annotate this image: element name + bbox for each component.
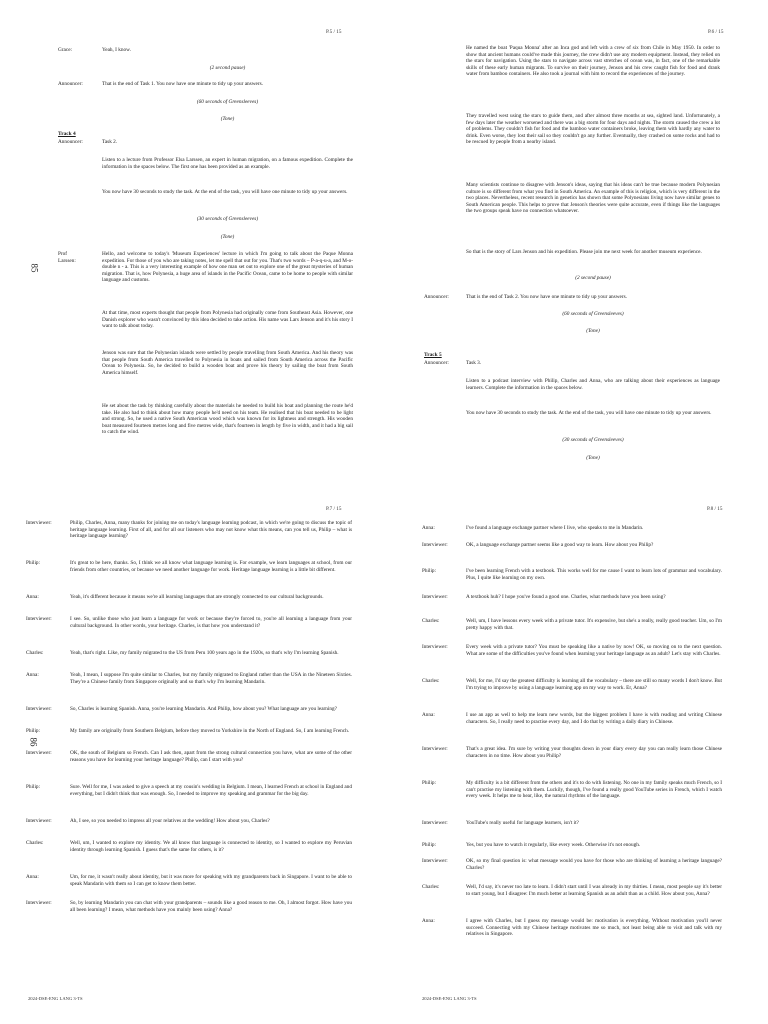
page-8 (384, 506, 768, 1024)
dialogue-line (58, 139, 353, 146)
dialogue-line (422, 712, 722, 725)
speaker: Interviewer: (422, 594, 448, 600)
lecture-paragraph: Jenson was sure that the Polynesian islands were settled by people travelling from South America. And his theory was that people from South America travelled to Polynesia in boats and sailed from South America across the Pacific Ocean to Polynesia. So, he decided to build a wooden boat and prove his theory by sailing the boat from South America himself. (102, 350, 353, 376)
dialogue-line (422, 568, 722, 581)
side-page-number: 86 (28, 737, 39, 747)
speaker: Interviewer: (26, 520, 52, 526)
dialogue-line (26, 594, 352, 601)
dialogue-line (422, 746, 722, 759)
dialogue-line (422, 858, 722, 871)
utterance: I use an app as well to help me learn new words, but the biggest problem I have is with reading and writing Chinese characters. So, I really need to practise every day, and I do that by writing a daily diary in Chinese. (466, 712, 722, 725)
utterance: Sure. Well for me, I was asked to give a speech at my cousin's wedding in Belgium. I mean, I learned French at school in England and everything, but I didn't think that was enough. So, I needed to improve my speaking and grammar for the big day. (70, 784, 352, 797)
utterance: Yes, but you have to watch it regularly, like every week. Otherwise it's not enough. (466, 842, 641, 848)
dialogue-line (26, 706, 352, 713)
task-instructions: Listen to a podcast interview with Philip, Charles and Anna, who are talking about their experiences as language learners. Complete the information in the spaces below. (466, 378, 720, 391)
tone-note: (Tone) (220, 234, 235, 240)
pause-note: (2 second pause) (575, 275, 611, 281)
dialogue-line (26, 840, 352, 853)
music-note: (30 seconds of Greensleeves) (562, 437, 624, 443)
track-heading: Track 5 (424, 352, 442, 358)
page-7 (0, 506, 384, 1024)
utterance: Well, I'd say, it's never too late to learn. I didn't start until I was already in my thirties. I mean, most people say it's better to start young, but I disagree: I'm much better at learning Spanish as an adult than as a child. How about you, Anna? (466, 884, 722, 897)
speaker: Interviewer: (422, 644, 448, 650)
speaker: Philip: (422, 780, 437, 786)
utterance: That is the end of Task 1. You now have one minute to tidy up your answers. (102, 81, 263, 87)
speaker: Philip: (26, 560, 41, 566)
lecture-paragraph: So that is the story of Lars Jenson and his expedition. Please join me next week for another museum experience. (466, 249, 702, 255)
speaker: Anna: (422, 918, 435, 924)
utterance: YouTube's really useful for language learners, isn't it? (466, 820, 579, 826)
dialogue-line (422, 525, 722, 532)
track-heading: Track 4 (58, 131, 76, 137)
lecture-paragraph: He named the boat 'Paqua Monna' after an Inca god and left with a crew of six from Chile in May 1950. In order to show that ancient humans could've made this journey, the crew didn't use any modern equipment. Instead, they relied on the stars for navigation. Using the stars to navigate across vast stretches of ocean was, in fact, one of the remarkable skills of these early human migrants. To survive on their journey, Jenson and his crew caught fish for food and drank water from bamboo containers. He also took a journal with him to record the experiences of the journey. (466, 45, 720, 78)
utterance: Yeah, I mean, I suppose I'm quite similar to Charles, but my family migrated to England rather than the USA in the Nineteen Sixties. They're a Chinese family from Singapore originally and so that's why I'm learning Mandarin. (70, 672, 352, 685)
utterance: A textbook huh? I hope you've found a good one. Charles, what methods have you been using? (466, 594, 666, 600)
page-number: P.5 / 15 (326, 29, 342, 35)
utterance: Um, for me, it wasn't really about identity, but it was more for speaking with my grandparents back in Singapore. I want to be able to speak Mandarin with them so I can get to know them better. (70, 874, 352, 887)
dialogue-line (26, 520, 352, 540)
dialogue-line (422, 678, 722, 691)
dialogue-line (58, 251, 353, 284)
dialogue-line (424, 360, 720, 367)
dialogue-line (26, 900, 352, 913)
speaker: Charles: (422, 618, 440, 624)
utterance: Task 3. (466, 360, 482, 366)
tone-note: (Tone) (586, 328, 600, 334)
speaker: Interviewer: (26, 750, 52, 756)
dialogue-line (424, 294, 720, 301)
speaker: Philip: (26, 784, 41, 790)
dialogue-line (26, 874, 352, 887)
page-number: P.7 / 15 (326, 506, 342, 512)
pause-note: (2 second pause) (209, 65, 246, 71)
dialogue-line (422, 884, 722, 897)
speaker: Philip: (422, 568, 437, 574)
utterance: Well, um, I have lessons every week with a private tutor. It's expensive, but she's a really, really good teacher. Um, so I'm pretty happy with that. (466, 618, 722, 631)
utterance: It's great to be here, thanks. So, I think we all know what language learning is. For example, we learn languages at school, from our friends from other countries, or because we need another language for work. Heritage language learning is a little bit different. (70, 560, 352, 573)
speaker: Prof Larssen: (58, 251, 76, 264)
dialogue-line (26, 818, 352, 825)
utterance: OK, the south of Belgium so French. Can I ask then, apart from the strong cultural connection you have, what are some of the other reasons you have for learning your heritage language? Philip, can I start with you? (70, 750, 352, 763)
speaker: Grace: (58, 47, 72, 53)
page-footer: 2024-DSE-ENG LANG 3-TS (28, 996, 83, 1001)
page-footer: 2024-DSE-ENG LANG 3-TS (422, 996, 477, 1001)
speaker: Interviewer: (422, 858, 448, 864)
speaker: Charles: (26, 840, 44, 846)
page-number: P.6 / 15 (708, 29, 724, 35)
speaker: Announcer: (424, 294, 449, 300)
utterance: Well, um, I wanted to explore my identity. We all know that language is connected to identity, so I wanted to explore my Peruvian identity through learning Spanish. I guess that's the same for others, is it? (70, 840, 352, 853)
utterance: Ah, I see, so you needed to impress all your relatives at the wedding! How about you, Charles? (70, 818, 270, 824)
utterance: I see. So, unlike those who just learn a language for work or because they're forced to, you're all learning a language from your cultural background. In other words, your heritage. Charles, is that how you understand it? (70, 616, 352, 629)
utterance: My difficulty is a bit different from the others and it's to do with listening. No one in my family speaks much French, so I can't practise my listening with them. Luckily, though, I've found a really good YouTube series in French, which I watch every week. It helps me to hear, like, the natural rhythms of the language. (466, 780, 722, 800)
speaker: Charles: (422, 884, 440, 890)
speaker: Anna: (422, 525, 435, 531)
speaker: Charles: (422, 678, 440, 684)
speaker: Charles: (26, 650, 44, 656)
music-note: (60 seconds of Greensleeves) (562, 311, 624, 317)
dialogue-line (422, 780, 722, 800)
dialogue-line (26, 728, 352, 735)
speaker: Announcer: (58, 139, 83, 145)
lecture-paragraph: At that time, most experts thought that people from Polynesia had originally come from Southeast Asia. However, one Danish explorer who wasn't convinced by this idea decided to take action. His name was Lars Jenson and it's his story I want to talk about today. (102, 310, 353, 330)
lecture-paragraph: Many scientists continue to disagree with Jenson's ideas, saying that his ideas can't be true because modern Polynesian culture is so different from what you find in South America. An example of this is religion, which is very different in the two places. Nevertheless, recent research in genetics has shown that some Polynesians living now have similar genes to South American people. This helps to prove that Jenson's theories were quite accurate, even if things like the languages the two groups speak have no connection whatsoever. (466, 182, 720, 215)
utterance: Yeah, it's different because it means we're all learning languages that are strongly connected to our cultural backgrounds. (70, 594, 324, 600)
lecture-paragraph: They travelled west using the stars to guide them, and after almost three months at sea, sighted land. Unfortunately, a few days later the weather worsened and there was a big storm for four days and nights. The storm caused the crew a lot of problems. They couldn't fish for food and the bamboo water containers broke, leaving them with hardly any water to drink. Even worse, they lost their sail so they couldn't go any further. Eventually, they crashed on some rocks and had to be rescued by people from a nearby island. (466, 113, 720, 146)
utterance: I've been learning French with a textbook. This works well for me cause I want to learn lots of grammar and vocabulary. Plus, I quite like learning on my own. (466, 568, 722, 581)
utterance: I agree with Charles, but I guess my message would be: motivation is everything. Without motivation you'll never succeed. Connecting with my Chinese heritage motivates me so much, not least being able to visit and talk with my relatives in Singapore. (466, 918, 722, 938)
task-instructions: Listen to a lecture from Professor Elsa Larssen, an expert in human migration, on a famous expedition. Complete the information in the spaces below. The first one has been provided as an example. (102, 157, 353, 170)
utterance: So, Charles is learning Spanish. Anna, you're learning Mandarin. And Philip, how about you? What language are you learning? (70, 706, 337, 712)
dialogue-line (422, 644, 722, 657)
dialogue-line (422, 542, 722, 549)
music-note: (30 seconds of Greensleeves) (196, 216, 259, 222)
study-instructions: You now have 30 seconds to study the task. At the end of the task, you will have one minute to tidy up your answers. (466, 410, 712, 416)
utterance: Every week with a private tutor? You must be speaking like a native by now! OK, so moving on to the next question. What are some of the difficulties you've found when learning your heritage language as an adult? Let's stay with Charles. (466, 644, 722, 657)
speaker: Philip: (422, 842, 437, 848)
dialogue-line (422, 918, 722, 938)
dialogue-line (26, 784, 352, 797)
tone-note: (Tone) (220, 116, 235, 122)
utterance: My family are originally from Southern Belgium, before they moved to Yorkshire in the North of England. So, I am learning French. (70, 728, 350, 734)
dialogue-line (58, 47, 353, 54)
dialogue-line (26, 650, 352, 657)
speaker: Interviewer: (422, 820, 448, 826)
speaker: Anna: (26, 594, 39, 600)
dialogue-line (422, 618, 722, 631)
utterance: Yeah, that's right. Like, my family migrated to the US from Peru 100 years ago in the 1920s, so that's why I'm learning Spanish. (70, 650, 339, 656)
speaker: Philip: (26, 728, 41, 734)
dialogue-line (422, 842, 722, 849)
utterance: Well, for me, I'd say the greatest difficulty is learning all the vocabulary – there are still so many words I don't know. But I'm trying to improve by using a language learning app on my way to work. Er, Anna? (466, 678, 722, 691)
speaker: Interviewer: (26, 900, 52, 906)
dialogue-line (422, 594, 722, 601)
page-5 (0, 0, 384, 512)
lecture-paragraph: He set about the task by thinking carefully about the materials he needed to build his boat and planning the route he'd take. He also had to think about how many people he'd need on his team. He realised that his boat needed to be light and strong. So, he used a native South American wood which was known for its lightness and strength. His wooden boat measured fourteen metres long and five metres wide, that's fourteen in length by five in width, and it had a big sail to catch the wind. (102, 403, 353, 436)
speaker: Interviewer: (26, 706, 52, 712)
dialogue-line (422, 820, 722, 827)
utterance: That's a great idea. I'm sure by writing your thoughts down in your diary every day you can really learn those Chinese characters in no time. How about you Philip? (466, 746, 722, 759)
dialogue-line (26, 672, 352, 685)
dialogue-line (26, 616, 352, 629)
page-6 (384, 0, 768, 512)
dialogue-line (26, 560, 352, 573)
utterance: OK, a language exchange partner seems like a good way to learn. How about you Philip? (466, 542, 654, 548)
utterance: Task 2. (102, 139, 118, 145)
utterance: That is the end of Task 2. You now have one minute to tidy up your answers. (466, 294, 627, 300)
page-number: P.8 / 15 (707, 506, 723, 512)
utterance: OK, so my final question is: what message would you have for those who are thinking of learning a heritage language? Charles? (466, 858, 722, 871)
speaker: Anna: (26, 672, 39, 678)
speaker: Interviewer: (26, 616, 52, 622)
study-instructions: You now have 30 seconds to study the task. At the end of the task, you will have one minute to tidy up your answers. (102, 189, 348, 195)
dialogue-line (58, 81, 353, 88)
speaker: Anna: (26, 874, 39, 880)
utterance: I've found a language exchange partner where I live, who speaks to me in Mandarin. (466, 525, 644, 531)
utterance: Yeah, I know. (102, 47, 131, 53)
speaker: Interviewer: (26, 818, 52, 824)
speaker: Announcer: (58, 81, 83, 87)
music-note: (60 seconds of Greensleeves) (196, 99, 259, 105)
dialogue-line (26, 750, 352, 763)
speaker: Interviewer: (422, 542, 448, 548)
speaker: Announcer: (424, 360, 449, 366)
tone-note: (Tone) (586, 455, 600, 461)
speaker: Anna: (422, 712, 435, 718)
utterance: Philip, Charles, Anna, many thanks for joining me on today's language learning podcast, in which we're going to discuss the topic of heritage language learning. First of all, and for all our listeners who may not know what this means, can you tell us, Philip – what is heritage language learning? (70, 520, 352, 540)
side-page-number: 85 (29, 263, 40, 273)
utterance: So, by learning Mandarin you can chat with your grandparents – sounds like a good reason to me. Oh, I almost forgot. How have you all been learning? I mean, what methods have you mainly been using? Anna? (70, 900, 352, 913)
utterance: Hello, and welcome to today's 'Museum Experiences' lecture in which I'm going to talk about the Paque Monna expedition. For those of you who are taking notes, let me spell that out for you. That's two words – P-a-q-u-a, and M-o- double n - a. This is a very interesting example of how one man set out to explore one of the great mysteries of human migration. That is, how Polynesia, a huge area of islands in the Pacific Ocean, came to be home to people with similar language and customs. (102, 251, 353, 284)
speaker: Interviewer: (422, 746, 448, 752)
